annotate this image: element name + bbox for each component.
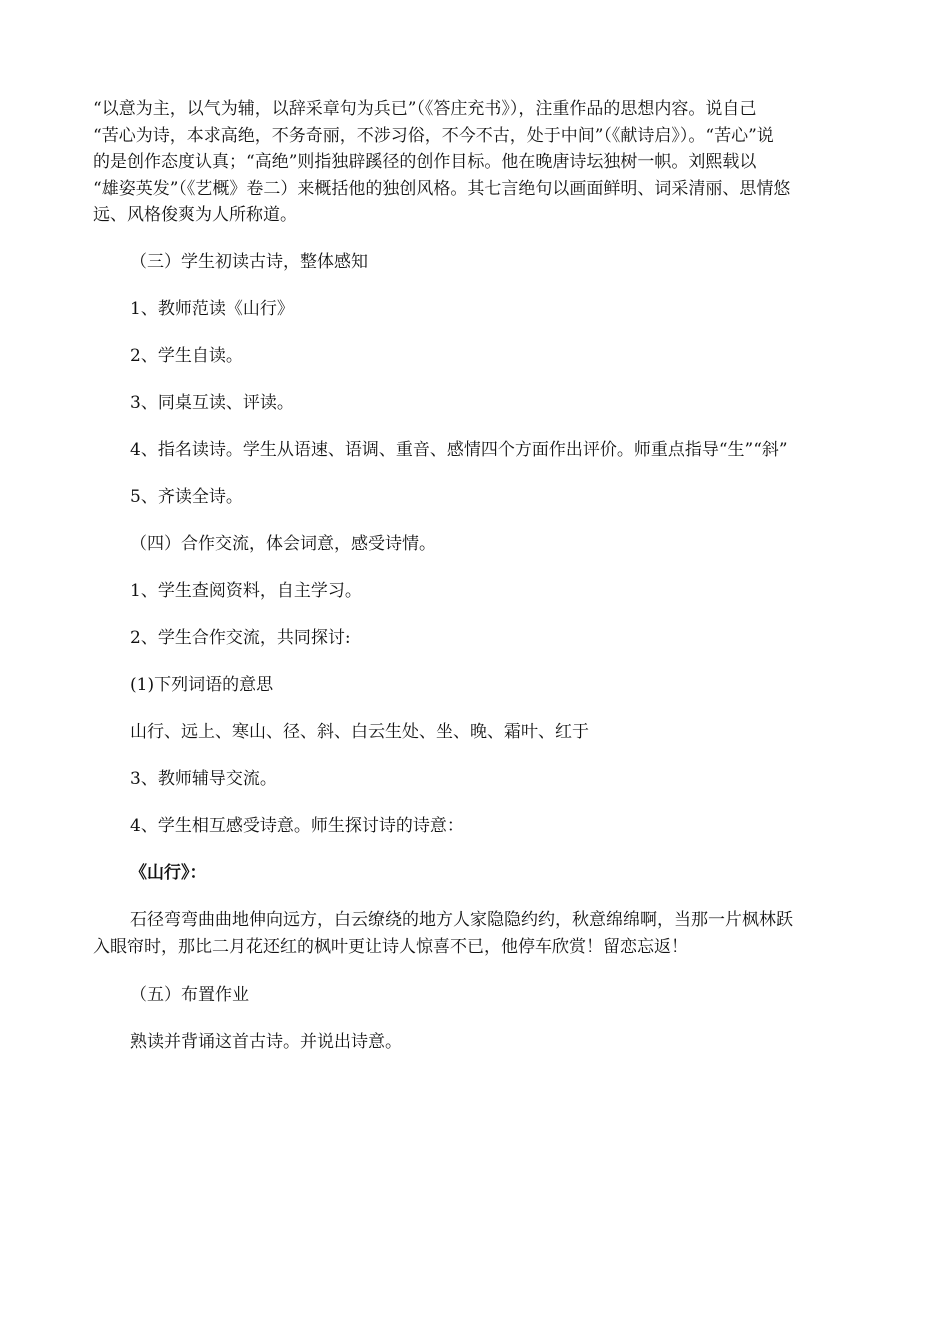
section-3-item-4: 4、指名读诗。学生从语速、语调、重音、感情四个方面作出评价。师重点指导“生”“斜” <box>130 440 788 460</box>
vocabulary-words: 山行、远上、寒山、径、斜、白云生处、坐、晚、霜叶、红于 <box>130 722 589 742</box>
section-4-subitem-1: (1)下列词语的意思 <box>130 675 274 695</box>
section-3-item-3: 3、同桌互读、评读。 <box>130 393 294 413</box>
section-3-item-5: 5、齐读全诗。 <box>130 487 243 507</box>
section-4-heading: （四）合作交流，体会词意，感受诗情。 <box>130 534 436 554</box>
intro-line: “苦心为诗，本求高绝，不务奇丽，不涉习俗，不今不古，处于中间”（《献诗启》）。“苦心”说 <box>93 125 774 146</box>
section-3-heading: （三）学生初读古诗，整体感知 <box>130 252 368 272</box>
section-5-heading: （五）布置作业 <box>130 984 249 1005</box>
intro-line: 远、风格俊爽为人所称道。 <box>93 205 297 225</box>
poem-title: 《山行》： <box>130 863 207 883</box>
section-4-item-4: 4、学生相互感受诗意。师生探讨诗的诗意： <box>130 816 464 836</box>
intro-line: “雄姿英发”（《艺概》卷二）来概括他的独创风格。其七言绝句以画面鲜明、词采清丽、思情悠 <box>93 178 791 199</box>
document-body <box>93 96 863 1055</box>
section-3-item-2: 2、学生自读。 <box>130 346 243 366</box>
intro-line: 的是创作态度认真；“高绝”则指独辟蹊径的创作目标。他在晚唐诗坛独树一帜。刘熙载以 <box>93 152 757 172</box>
intro-line: “以意为主，以气为辅，以辞采章句为兵已”（《答庄充书》），注重作品的思想内容。说自己 <box>93 99 757 119</box>
poem-meaning-line: 入眼帘时，那比二月花还红的枫叶更让诗人惊喜不已，他停车欣赏！留恋忘返！ <box>93 937 688 957</box>
poem-meaning-paragraph <box>93 907 863 961</box>
author-intro-paragraph <box>93 96 863 229</box>
homework-task: 熟读并背诵这首古诗。并说出诗意。 <box>130 1031 402 1052</box>
section-4-item-1: 1、学生查阅资料，自主学习。 <box>130 581 362 601</box>
poem-meaning-line: 石径弯弯曲曲地伸向远方，白云缭绕的地方人家隐隐约约，秋意绵绵啊，当那一片枫林跃 <box>130 910 793 930</box>
section-4-item-2: 2、学生合作交流，共同探讨: <box>130 628 351 648</box>
section-3-item-1: 1、教师范读《山行》 <box>130 299 294 319</box>
section-4-item-3: 3、教师辅导交流。 <box>130 769 277 789</box>
